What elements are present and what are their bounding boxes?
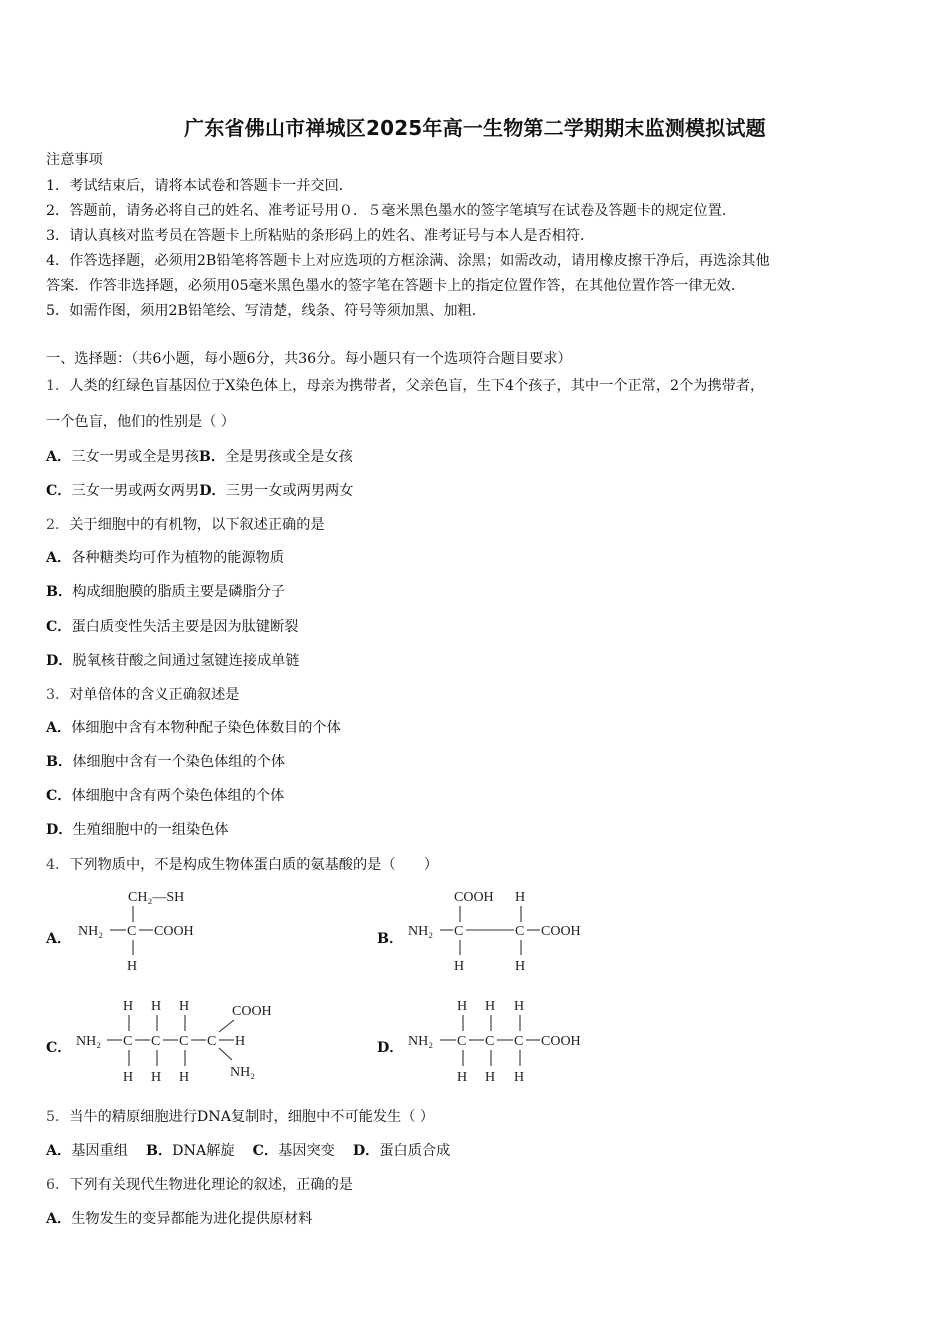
formula-text: C (127, 924, 137, 939)
question-6 (46, 1175, 353, 1195)
question-number: 6． (46, 1177, 70, 1193)
formula-text: H (457, 999, 468, 1014)
formula-b (406, 884, 606, 980)
formula-c-structure (74, 994, 294, 1088)
option (46, 718, 341, 738)
bond (219, 1048, 232, 1060)
notice-item: 3．请认真核对监考员在答题卡上所粘贴的条形码上的姓名、准考证号与本人是否相符． (46, 228, 595, 244)
formula-text: C (457, 1034, 467, 1049)
formula-text: H (179, 999, 190, 1014)
option-text: 脱氧核苷酸之间通过氢键连接成单链 (72, 653, 300, 669)
option (46, 786, 284, 806)
formula-text: C (151, 1034, 161, 1049)
notice-item: 2．答题前，请务必将自己的姓名、准考证号用０．５毫米黑色墨水的签字笔填写在试卷及答题卡的规定位置． (46, 203, 737, 219)
formula-text: H (151, 1070, 162, 1085)
option-text: 体细胞中含有本物种配子染色体数目的个体 (71, 720, 341, 736)
formula-text: COOH (541, 924, 581, 939)
question-number: 5． (46, 1109, 70, 1125)
options-line (46, 481, 353, 501)
option-text: 三男一女或两男两女 (225, 483, 354, 499)
option-label: C． (46, 1040, 72, 1056)
option-label: B． (46, 754, 73, 770)
formula-a (76, 884, 216, 980)
formula-c (74, 994, 294, 1092)
formula-text: H (485, 999, 496, 1014)
option-label: A． (46, 931, 72, 947)
option-text: 基因重组 (71, 1143, 128, 1159)
options-line (46, 447, 353, 467)
question-2 (46, 515, 325, 535)
notice-item: 答案．作答非选择题，必须用05毫米黑色墨水的签字笔在答题卡上的指定位置作答，在其他位置作答一律无效． (46, 278, 746, 294)
option-label: B． (145, 1143, 173, 1159)
question-1 (46, 376, 764, 396)
question-text: 当牛的精原细胞进行DNA复制时，细胞中不可能发生（ ） (69, 1109, 435, 1125)
option-label: C． (46, 619, 72, 635)
option-label: A． (46, 550, 72, 566)
option-text: 基因突变 (278, 1143, 335, 1159)
formula-text: H (127, 959, 138, 974)
option-text: 生物发生的变异都能为进化提供原材料 (71, 1211, 313, 1227)
question-4 (46, 855, 438, 875)
formula-text: C (515, 924, 525, 939)
section-heading: 一、选择题：（共6小题，每小题6分，共36分。每小题只有一个选项符合题目要求） (46, 351, 572, 367)
options-line (46, 1141, 450, 1161)
option-label: D． (199, 483, 226, 499)
option-label: B． (46, 584, 73, 600)
option-label: A． (46, 1211, 72, 1227)
option-label: C． (46, 483, 72, 499)
option-label: D． (377, 1040, 404, 1056)
formula-text: COOH (232, 1004, 272, 1019)
bond (219, 1020, 234, 1032)
formula-a-structure (76, 884, 216, 976)
formula-text: C (514, 1034, 524, 1049)
option-label: B． (377, 931, 404, 947)
option-label: C． (46, 788, 72, 804)
option-text: DNA解旋 (172, 1143, 235, 1159)
question-number: 1． (46, 378, 70, 394)
option (46, 752, 285, 772)
option-label: B． (198, 449, 226, 465)
formula-text: C (207, 1034, 217, 1049)
question-text: 关于细胞中的有机物，以下叙述正确的是 (69, 517, 325, 533)
notice-item: 5．如需作图，须用2B铅笔绘、写清楚，线条、符号等须加黑、加粗． (46, 303, 486, 319)
formula-d (406, 994, 616, 1092)
formula-text: COOH (454, 890, 494, 905)
option-text: 蛋白质合成 (379, 1143, 451, 1159)
option-text: 体细胞中含有一个染色体组的个体 (72, 754, 286, 770)
option-label: A． (46, 1143, 72, 1159)
option-text: 构成细胞膜的脂质主要是磷脂分子 (72, 584, 286, 600)
option (46, 582, 285, 602)
question-text: 下列有关现代生物进化理论的叙述，正确的是 (69, 1177, 353, 1193)
option-label: D． (46, 653, 73, 669)
page-title: 广东省佛山市禅城区2025年高一生物第二学期期末监测模拟试题 (184, 116, 766, 140)
option-label: C． (252, 1143, 279, 1159)
notice-item: 4．作答选择题，必须用2B铅笔将答题卡上对应选项的方框涂满、涂黑；如需改动，请用橡皮擦干净后，再选涂其他 (46, 253, 770, 269)
formula-text: COOH (541, 1034, 581, 1049)
option (46, 548, 284, 568)
formula-text: H (123, 1070, 134, 1085)
option-text: 三女一男或两女两男 (71, 483, 200, 499)
formula-text: C (123, 1034, 133, 1049)
option-text: 蛋白质变性失活主要是因为肽键断裂 (71, 619, 299, 635)
option-text: 三女一男或全是男孩 (71, 449, 199, 465)
option-label: A． (46, 720, 72, 736)
formula-text: H (235, 1034, 246, 1049)
question-number: 3． (46, 687, 70, 703)
option-label: D． (352, 1143, 380, 1159)
formula-text: NH₂ (408, 1034, 434, 1049)
question-text: 人类的红绿色盲基因位于X染色体上，母亲为携带者，父亲色盲，生下4个孩子，其中一个正常，2个为携带者， (69, 378, 765, 394)
formula-text: H (515, 959, 526, 974)
option-text: 各种糖类均可作为植物的能源物质 (71, 550, 285, 566)
formula-d-structure (406, 994, 616, 1088)
formula-text: H (515, 890, 526, 905)
formula-text: NH₂ (408, 924, 434, 939)
formula-text: CH₂—SH (128, 890, 185, 905)
question-5 (46, 1107, 434, 1127)
formula-text: C (454, 924, 464, 939)
formula-text: H (457, 1070, 468, 1085)
formula-text: H (514, 1070, 525, 1085)
option-label: D． (46, 822, 73, 838)
question-number: 4． (46, 857, 70, 873)
formula-text: H (151, 999, 162, 1014)
formula-text: NH₂ (78, 924, 104, 939)
formula-text: C (179, 1034, 189, 1049)
formula-text: H (123, 999, 134, 1014)
formula-text: NH₂ (76, 1034, 102, 1049)
option (46, 651, 300, 671)
option-text: 生殖细胞中的一组染色体 (72, 822, 229, 838)
formula-text: H (179, 1070, 190, 1085)
notice-heading: 注意事项 (46, 152, 103, 168)
formula-text: H (514, 999, 525, 1014)
formula-b-structure (406, 884, 606, 976)
question-text: 对单倍体的含义正确叙述是 (69, 687, 240, 703)
option-text: 全是男孩或全是女孩 (225, 449, 353, 465)
formula-text: H (485, 1070, 496, 1085)
formula-text: NH₂ (230, 1065, 256, 1080)
formula-text: COOH (154, 924, 194, 939)
option-text: 体细胞中含有两个染色体组的个体 (71, 788, 285, 804)
formula-text: H (454, 959, 465, 974)
option (46, 820, 229, 840)
question-3 (46, 685, 239, 705)
question-number: 2． (46, 517, 70, 533)
formula-text: C (485, 1034, 495, 1049)
option (46, 1209, 312, 1229)
notice-item: 1．考试结束后，请将本试卷和答题卡一并交回． (46, 178, 353, 194)
option-label: A． (46, 449, 72, 465)
question-text: 下列物质中，不是构成生物体蛋白质的氨基酸的是（ ） (69, 857, 439, 873)
question-text-continued: 一个色盲，他们的性别是（ ） (46, 414, 235, 430)
option (46, 617, 299, 637)
